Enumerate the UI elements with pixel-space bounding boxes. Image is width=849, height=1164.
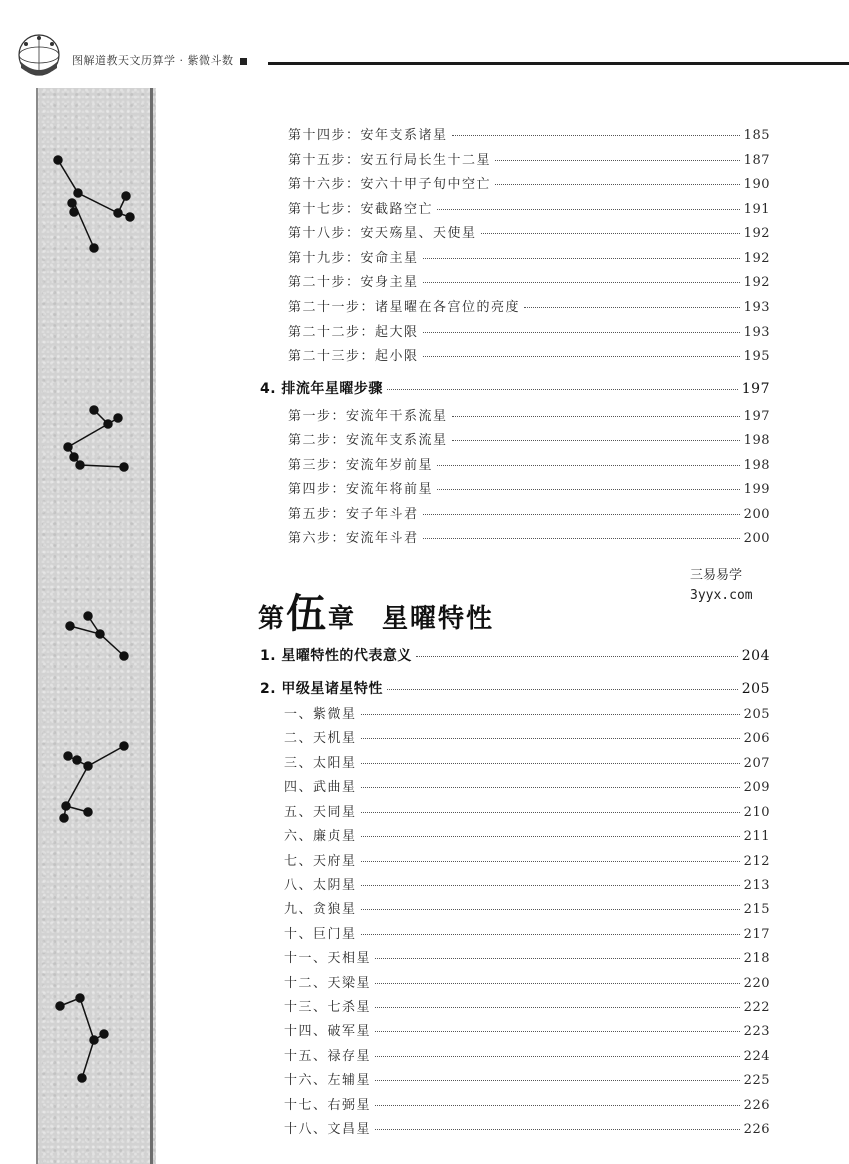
- toc-entry: [288, 321, 770, 340]
- toc-entry: [284, 874, 770, 893]
- toc-section-heading: [260, 378, 770, 398]
- toc-entry: [284, 972, 770, 991]
- dot-leader: [416, 656, 738, 657]
- toc-entry: [284, 1045, 770, 1064]
- toc-label: 1. 星曜特性的代表意义: [260, 648, 412, 664]
- dot-leader: [361, 836, 740, 837]
- toc-page: 200: [743, 531, 770, 546]
- toc-label: 三、太阳星: [284, 756, 357, 771]
- toc-page: 185: [743, 128, 770, 143]
- toc-label: 十七、右弼星: [284, 1098, 372, 1113]
- toc-label: 十五、禄存星: [284, 1049, 372, 1064]
- dot-leader: [495, 184, 740, 185]
- toc-page: 197: [743, 409, 770, 424]
- dot-leader: [423, 258, 740, 259]
- toc-label: 十三、七杀星: [284, 1000, 372, 1015]
- watermark-line-1: 三易易学: [690, 568, 743, 583]
- toc-entry: [288, 345, 770, 364]
- toc-label: 第三步：安流年岁前星: [288, 458, 434, 473]
- toc-page: 211: [743, 829, 770, 844]
- dot-leader: [375, 1080, 740, 1081]
- dot-leader: [361, 861, 740, 862]
- dot-leader: [495, 160, 740, 161]
- toc-page: 195: [743, 349, 770, 364]
- toc-label: 4. 排流年星曜步骤: [260, 381, 383, 397]
- toc-page: 223: [743, 1024, 770, 1039]
- toc-label: 第二步：安流年支系流星: [288, 433, 448, 448]
- toc-entry: [288, 198, 770, 217]
- toc-label: 十一、天相星: [284, 951, 372, 966]
- constellation-3: [66, 612, 128, 660]
- toc-page: 191: [743, 202, 770, 217]
- watermark-line-2: 3yyx.com: [690, 588, 753, 603]
- toc-page: 212: [743, 854, 770, 869]
- dot-leader: [375, 1007, 740, 1008]
- dot-leader: [375, 958, 740, 959]
- toc-page: 187: [743, 153, 770, 168]
- dot-leader: [452, 416, 740, 417]
- toc-label: 第二十二步：起大限: [288, 325, 419, 340]
- toc-label: 第一步：安流年干系流星: [288, 409, 448, 424]
- toc-entry: [284, 923, 770, 942]
- dot-leader: [361, 885, 740, 886]
- toc-label: 六、廉贞星: [284, 829, 357, 844]
- header-rule: [268, 62, 849, 65]
- toc-page: 192: [743, 226, 770, 241]
- toc-entry: [288, 503, 770, 522]
- dot-leader: [387, 389, 738, 390]
- toc-page: 204: [741, 648, 770, 664]
- toc-page: 198: [743, 458, 770, 473]
- toc-section-heading: [260, 645, 770, 665]
- toc-label: 四、武曲星: [284, 780, 357, 795]
- dot-leader: [481, 233, 740, 234]
- toc-entry: [284, 1118, 770, 1137]
- toc-label: 十二、天梁星: [284, 976, 372, 991]
- constellation-1: [54, 156, 134, 252]
- toc-page: 205: [741, 681, 770, 697]
- dot-leader: [361, 787, 740, 788]
- chapter-heading: [258, 582, 495, 637]
- constellation-2: [64, 406, 128, 471]
- dot-leader: [423, 282, 740, 283]
- dot-leader: [524, 307, 740, 308]
- dot-leader: [423, 514, 740, 515]
- toc-entry: [288, 527, 770, 546]
- dot-leader: [375, 1129, 740, 1130]
- toc-entry: [288, 271, 770, 290]
- toc-page: 213: [743, 878, 770, 893]
- dot-leader: [375, 1105, 740, 1106]
- toc-label: 七、天府星: [284, 854, 357, 869]
- chapter-number: 伍: [286, 590, 327, 637]
- dot-leader: [375, 983, 740, 984]
- toc-label: 第二十一步：诸星曜在各宫位的亮度: [288, 300, 521, 315]
- toc-page: 207: [743, 756, 770, 771]
- toc-page: 193: [743, 325, 770, 340]
- toc-entry: [284, 752, 770, 771]
- toc-label: 十八、文昌星: [284, 1122, 372, 1137]
- toc-entry: [284, 825, 770, 844]
- toc-entry: [284, 801, 770, 820]
- toc-label: 第十五步：安五行局长生十二星: [288, 153, 492, 168]
- chapter-title: 星曜特性: [382, 604, 495, 634]
- dot-leader: [452, 135, 740, 136]
- toc-page: 218: [743, 951, 770, 966]
- constellation-4: [60, 742, 128, 822]
- toc-label: 八、太阴星: [284, 878, 357, 893]
- toc-page: 217: [743, 927, 770, 942]
- chapter-prefix: 第: [258, 604, 285, 634]
- watermark: [690, 566, 753, 606]
- toc-entry: [284, 703, 770, 722]
- dot-leader: [361, 714, 740, 715]
- toc-page: 209: [743, 780, 770, 795]
- dot-leader: [437, 465, 740, 466]
- dot-leader: [375, 1056, 740, 1057]
- header-title: 图解道教天文历算学 · 紫微斗数: [72, 52, 247, 68]
- toc-entry: [284, 996, 770, 1015]
- toc-page: 222: [743, 1000, 770, 1015]
- toc-entry: [284, 850, 770, 869]
- toc-entry: [288, 296, 770, 315]
- dot-leader: [423, 356, 740, 357]
- toc-label: 第十八步：安天殇星、天使星: [288, 226, 477, 241]
- toc-page: 192: [743, 251, 770, 266]
- header-square-mark: [240, 58, 247, 65]
- toc-label: 第四步：安流年将前星: [288, 482, 434, 497]
- toc-label: 十四、破军星: [284, 1024, 372, 1039]
- toc-label: 二、天机星: [284, 731, 357, 746]
- toc-page: 226: [743, 1122, 770, 1137]
- toc-entry: [284, 776, 770, 795]
- toc-page: 193: [743, 300, 770, 315]
- toc-entry: [288, 405, 770, 424]
- toc-page: 197: [741, 381, 770, 397]
- toc-entry: [288, 222, 770, 241]
- toc-label: 第十九步：安命主星: [288, 251, 419, 266]
- toc-entry: [284, 947, 770, 966]
- toc-page: 224: [743, 1049, 770, 1064]
- toc-label: 十六、左辅星: [284, 1073, 372, 1088]
- toc-label: 2. 甲级星诸星特性: [260, 681, 383, 697]
- dot-leader: [361, 909, 740, 910]
- toc-page: 199: [743, 482, 770, 497]
- toc-entry: [288, 478, 770, 497]
- toc-page: 206: [743, 731, 770, 746]
- toc-page: 190: [743, 177, 770, 192]
- toc-label: 第十七步：安截路空亡: [288, 202, 434, 217]
- toc-page: 210: [743, 805, 770, 820]
- toc-entry: [288, 247, 770, 266]
- toc-page: 220: [743, 976, 770, 991]
- toc-label: 九、贪狼星: [284, 902, 357, 917]
- dot-leader: [361, 738, 740, 739]
- toc-label: 五、天同星: [284, 805, 357, 820]
- constellation-5: [56, 994, 108, 1082]
- dot-leader: [387, 689, 738, 690]
- dot-leader: [375, 1031, 740, 1032]
- toc-page: 226: [743, 1098, 770, 1113]
- toc-label: 第十六步：安六十甲子旬中空亡: [288, 177, 492, 192]
- toc-entry: [284, 1069, 770, 1088]
- toc-entry: [288, 454, 770, 473]
- dot-leader: [452, 440, 740, 441]
- dot-leader: [361, 812, 740, 813]
- toc-entry: [288, 173, 770, 192]
- dot-leader: [437, 209, 740, 210]
- chapter-suffix: 章: [328, 604, 355, 634]
- toc-page: 200: [743, 507, 770, 522]
- toc-page: 205: [743, 707, 770, 722]
- toc-page: 198: [743, 433, 770, 448]
- toc-entry: [284, 727, 770, 746]
- constellation-illustrations: [0, 0, 200, 1164]
- toc-page: 192: [743, 275, 770, 290]
- dot-leader: [423, 538, 740, 539]
- toc-entry: [288, 149, 770, 168]
- toc-label: 第二十三步：起小限: [288, 349, 419, 364]
- toc-section-heading: [260, 678, 770, 698]
- toc-label: 一、紫微星: [284, 707, 357, 722]
- dot-leader: [361, 934, 740, 935]
- toc-entry: [284, 1020, 770, 1039]
- toc-entry: [288, 429, 770, 448]
- toc-entry: [284, 898, 770, 917]
- toc-page: 225: [743, 1073, 770, 1088]
- toc-label: 第五步：安子年斗君: [288, 507, 419, 522]
- toc-entry: [288, 124, 770, 143]
- toc-label: 第二十步：安身主星: [288, 275, 419, 290]
- toc-label: 十、巨门星: [284, 927, 357, 942]
- toc-page: 215: [743, 902, 770, 917]
- toc-label: 第十四步：安年支系诸星: [288, 128, 448, 143]
- dot-leader: [423, 332, 740, 333]
- toc-entry: [284, 1094, 770, 1113]
- toc-label: 第六步：安流年斗君: [288, 531, 419, 546]
- dot-leader: [437, 489, 740, 490]
- dot-leader: [361, 763, 740, 764]
